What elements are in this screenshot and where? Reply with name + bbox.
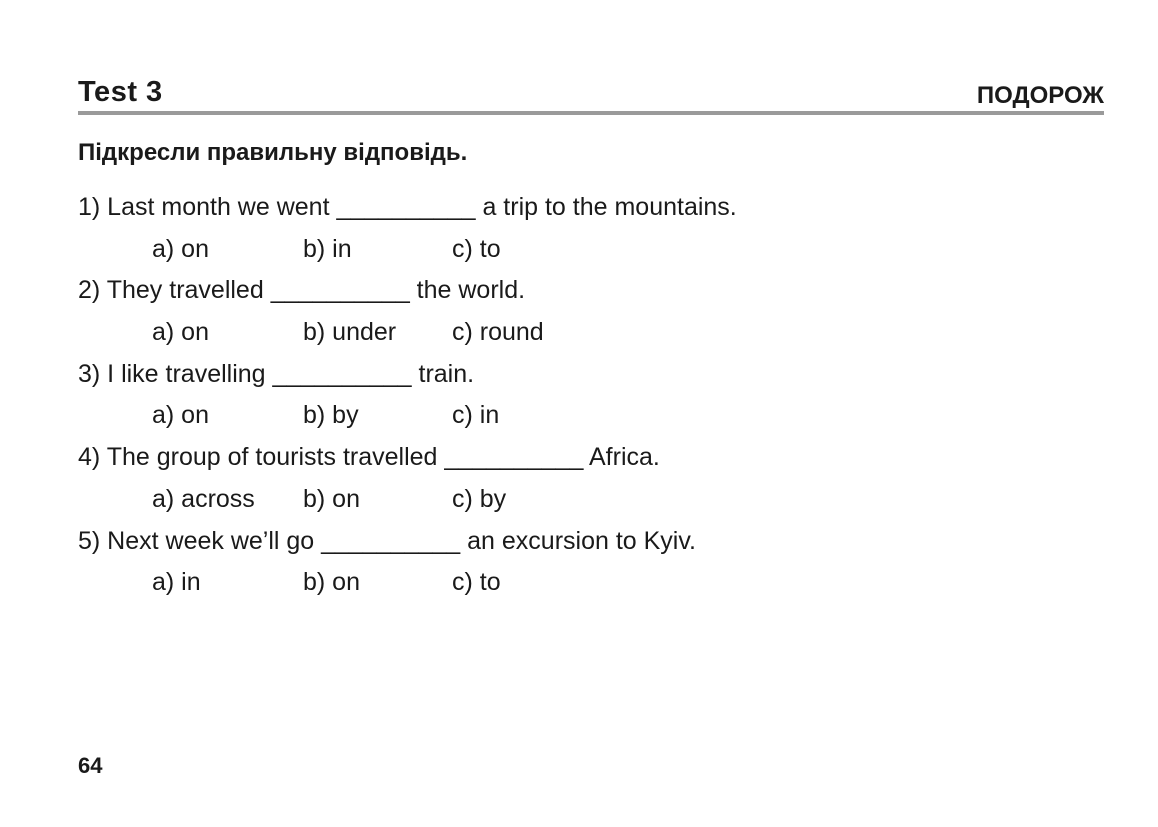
answer-options xyxy=(78,479,737,521)
answer-options xyxy=(78,395,737,437)
question-text: 2) They travelled __________ the world. xyxy=(78,276,526,305)
question-text: 1) Last month we went __________ a trip to the mountains. xyxy=(78,193,737,221)
question-item xyxy=(78,187,737,270)
test-title: Test 3 xyxy=(78,76,163,108)
answer-options xyxy=(78,562,737,604)
question-text: 4) The group of tourists travelled __________ Africa. xyxy=(78,443,660,472)
header-divider xyxy=(78,111,1104,115)
question-item xyxy=(78,437,737,520)
answer-options xyxy=(78,229,737,271)
answer-option-a[interactable]: a) on xyxy=(152,318,209,347)
answer-option-b[interactable]: b) under xyxy=(303,318,397,347)
answer-option-c[interactable]: c) in xyxy=(452,401,500,430)
answer-option-b[interactable]: b) by xyxy=(303,401,359,430)
page-header xyxy=(78,76,1104,112)
answer-option-b[interactable]: b) on xyxy=(303,484,360,513)
answer-option-c[interactable]: c) by xyxy=(452,484,507,513)
question-text: 5) Next week we’ll go __________ an excursion to Kyiv. xyxy=(78,526,696,555)
instruction-text: Підкресли правильну відповідь. xyxy=(78,139,468,166)
page-number: 64 xyxy=(78,753,103,778)
section-title: ПОДОРОЖ xyxy=(976,82,1104,109)
answer-option-b[interactable]: b) on xyxy=(303,568,360,597)
answer-option-b[interactable]: b) in xyxy=(303,234,352,263)
answer-option-c[interactable]: c) to xyxy=(452,568,501,597)
question-item xyxy=(78,521,737,604)
answer-option-a[interactable]: a) across xyxy=(152,484,255,513)
question-item xyxy=(78,354,737,437)
answer-option-a[interactable]: a) on xyxy=(152,401,209,430)
answer-options xyxy=(78,312,737,354)
answer-option-c[interactable]: c) to xyxy=(452,234,501,263)
question-text: 3) I like travelling __________ train. xyxy=(78,359,475,388)
question-item xyxy=(78,270,737,353)
answer-option-c[interactable]: c) round xyxy=(452,318,544,347)
answer-option-a[interactable]: a) on xyxy=(152,234,209,263)
answer-option-a[interactable]: a) in xyxy=(152,568,201,597)
question-list xyxy=(78,187,737,604)
